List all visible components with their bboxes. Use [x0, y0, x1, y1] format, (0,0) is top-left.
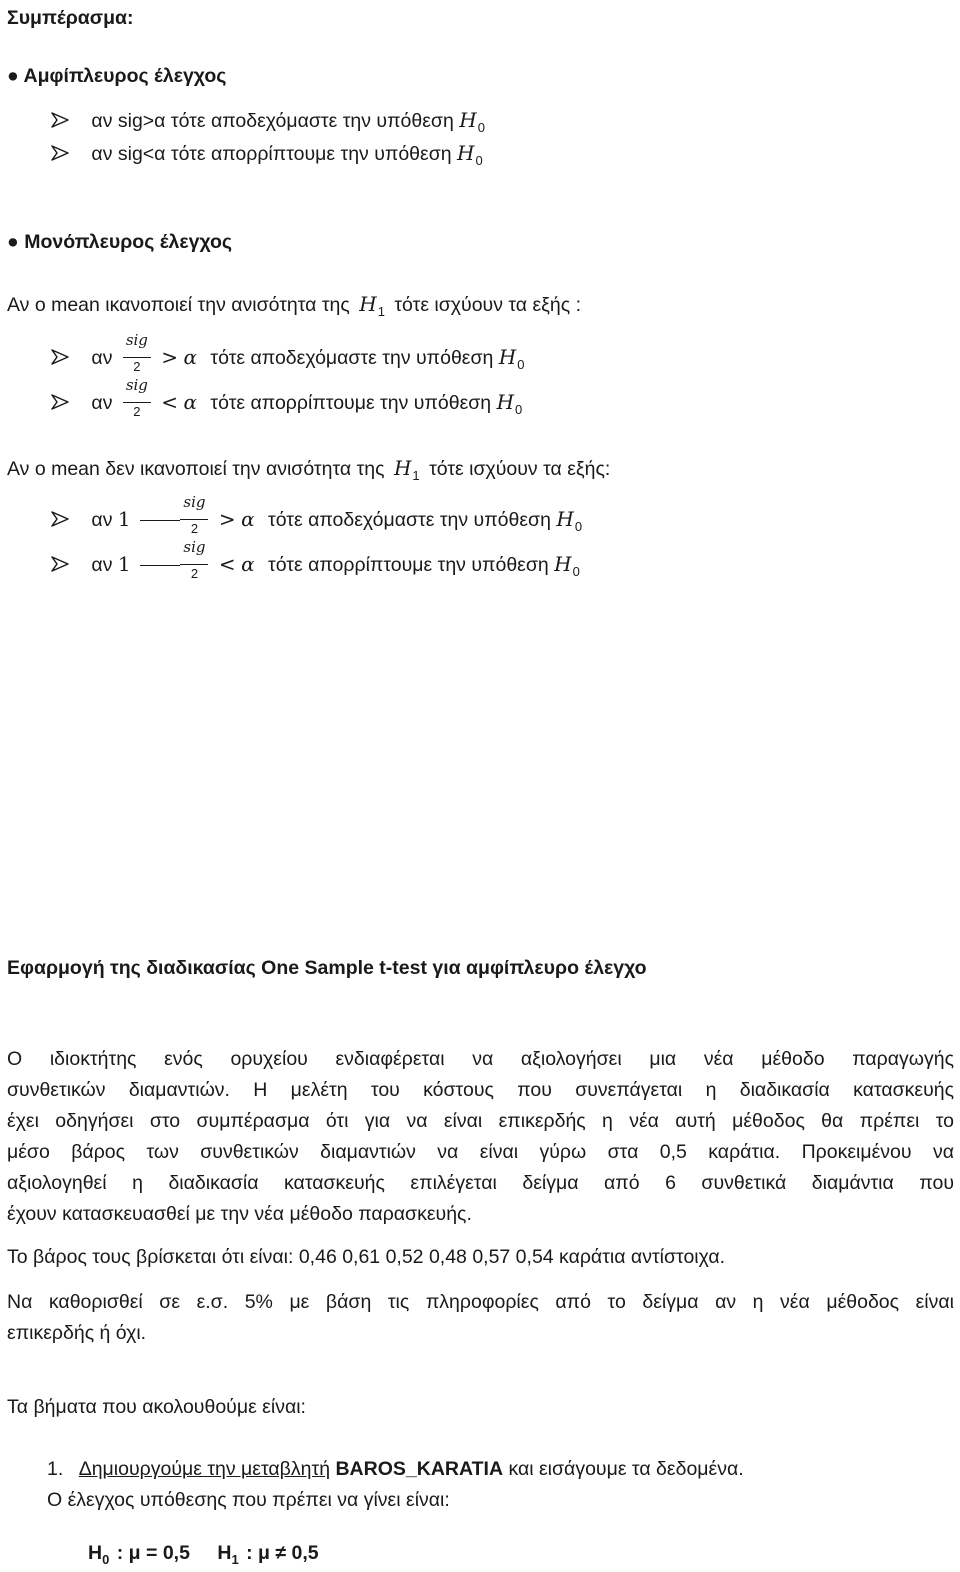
h1-subscript: 1 — [412, 468, 420, 483]
paragraph-line: Ο ιδιοκτήτης ενός ορυχείου ενδιαφέρεται να αξιολογήσει μια νέα μέθοδο παραγωγής — [7, 1048, 954, 1070]
paragraph-line-last: έχουν κατασκευασθεί με την νέα μέθοδο παρασκευής. — [7, 1203, 472, 1225]
h0-subscript: 0 — [475, 153, 483, 168]
case-2-intro-text-b: τότε ισχύουν τα εξής: — [429, 458, 611, 480]
h1-label: H — [217, 1542, 232, 1564]
case-2-intro-text-a: Αν ο mean δεν ικανοποιεί την ανισότητα της — [7, 458, 385, 480]
alpha-symbol: α — [241, 507, 255, 531]
task-line-1: Να καθορισθεί σε ε.σ. 5% με βάση τις πληροφορίες από το δείγμα αν η νέα μέθοδος είναι — [7, 1291, 954, 1313]
h1-expression: : μ ≠ 0,5 — [246, 1542, 319, 1564]
application-title: Εφαρμογή της διαδικασίας One Sample t-test για αμφίπλευρο έλεγχο — [7, 957, 647, 979]
arrowhead-bullet-icon — [50, 392, 70, 412]
one-digit: 1 — [117, 507, 131, 531]
one-sided-case-2-intro — [7, 456, 610, 483]
bullet-icon: ● — [7, 231, 19, 253]
arrowhead-bullet-icon — [50, 509, 70, 529]
accept-text: τότε αποδεχόμαστε την υπόθεση — [268, 509, 551, 531]
step-1-number: 1. — [47, 1458, 64, 1480]
one-sided-case-1-rule-1 — [50, 330, 525, 374]
h1-symbol: H — [393, 456, 412, 480]
paragraph-line: έχει οδηγήσει στο συμπέρασμα ότι για να είναι επικερδής η νέα αυτή μέθοδος θα πρέπει το — [7, 1110, 954, 1132]
case-1-intro-text-b: τότε ισχύουν τα εξής : — [394, 294, 581, 316]
reject-text: τότε απορρίπτουμε την υπόθεση — [210, 392, 492, 414]
one-digit: 1 — [117, 552, 131, 576]
two-sided-title — [7, 64, 226, 88]
step-1 — [47, 1457, 744, 1481]
bullet-icon: ● — [7, 65, 19, 87]
arrowhead-bullet-icon — [50, 554, 70, 574]
if-word: αν — [91, 509, 113, 531]
two-sided-rule-2 — [50, 141, 483, 168]
two-sided-rule-2-text: αν sig<α τότε απορρίπτουμε την υπόθεση — [91, 143, 452, 165]
alpha-symbol: α — [183, 390, 197, 414]
h1-symbol: H — [359, 292, 377, 316]
one-sided-case-1-intro — [7, 292, 581, 319]
h0-subscript: 0 — [515, 402, 523, 417]
minus-sign — [140, 520, 180, 521]
weights-sentence: Το βάρος τους βρίσκεται ότι είναι: 0,46 0,61 0,52 0,48 0,57 0,54 καράτια αντίστοιχα. — [7, 1246, 726, 1268]
reject-text: τότε απορρίπτουμε την υπόθεση — [268, 554, 549, 576]
alpha-symbol: α — [241, 552, 255, 576]
alpha-symbol: α — [183, 345, 197, 369]
h0-subscript: 0 — [574, 519, 583, 534]
greater-than-sign: > — [161, 345, 179, 369]
one-sided-case-2-rule-2 — [50, 537, 580, 581]
h0-symbol: H — [554, 552, 572, 576]
one-sided-case-2-rule-1 — [50, 492, 583, 536]
paragraph-line: συνθετικών διαμαντιών. Η μελέτη του κόστους που συνεπάγεται η διαδικασία κατασκευής — [7, 1079, 954, 1101]
h0-symbol: H — [459, 108, 477, 132]
h0-symbol: H — [496, 390, 515, 414]
h0-symbol: H — [457, 141, 475, 165]
one-sided-title-text: Μονόπλευρος έλεγχος — [24, 231, 233, 253]
if-word: αν — [91, 554, 113, 576]
h0-subscript: 0 — [517, 357, 525, 372]
h0-subscript: 0 — [572, 564, 580, 579]
if-word: αν — [91, 392, 113, 414]
steps-intro: Τα βήματα που ακολουθούμε είναι: — [7, 1396, 306, 1418]
sig-over-2-fraction: $\frac{\text{sig}}{2}$ — [122, 347, 152, 371]
sig-over-2-fraction: $\frac{\text{sig}}{2}$ — [122, 392, 152, 416]
step-1-text-a: Δημιουργούμε την μεταβλητή — [78, 1458, 331, 1480]
less-than-sign: < — [218, 552, 236, 576]
sig-over-2-fraction: $\frac{\text{sig}}{2}$ — [179, 554, 209, 578]
if-word: αν — [91, 347, 113, 369]
two-sided-rule-1 — [50, 108, 485, 135]
greater-than-sign: > — [218, 507, 236, 531]
sig-over-2-fraction: $\frac{\text{sig}}{2}$ — [179, 509, 209, 533]
h0-symbol: H — [556, 507, 574, 531]
step-1-text-b: και εισάγουμε τα δεδομένα. — [508, 1458, 744, 1480]
case-1-intro-text-a: Αν ο mean ικανοποιεί την ανισότητα της — [7, 294, 350, 316]
one-sided-title — [7, 230, 232, 254]
h1-subscript: 1 — [377, 304, 385, 319]
h0-symbol: H — [498, 345, 517, 369]
two-sided-rule-1-text: αν sig>α τότε αποδεχόμαστε την υπόθεση — [91, 110, 454, 132]
conclusion-heading: Συμπέρασμα: — [7, 7, 134, 29]
h0-subscript: 0 — [477, 120, 485, 135]
minus-sign — [140, 565, 180, 566]
arrowhead-bullet-icon — [50, 143, 70, 163]
less-than-sign: < — [161, 390, 179, 414]
h0-label-subscript: 0 — [102, 1552, 110, 1567]
accept-text: τότε αποδεχόμαστε την υπόθεση — [210, 347, 494, 369]
h1-label-subscript: 1 — [231, 1552, 239, 1567]
step-1-variable-name: BAROS_KARATIA — [335, 1458, 504, 1480]
hypothesis-intro: Ο έλεγχος υπόθεσης που πρέπει να γίνει είναι: — [47, 1489, 450, 1511]
two-sided-title-text: Αμφίπλευρος έλεγχος — [23, 65, 227, 87]
paragraph-line: αξιολογηθεί η διαδικασία κατασκευής επιλέγεται δείγμα από 6 συνθετικά διαμάντια που — [7, 1172, 954, 1194]
arrowhead-bullet-icon — [50, 347, 70, 367]
h0-expression: : μ = 0,5 — [116, 1542, 190, 1564]
hypotheses-line — [88, 1541, 319, 1567]
paragraph-line: μέσο βάρος των συνθετικών διαμαντιών να είναι γύρω στα 0,5 καράτια. Προκειμένου να — [7, 1141, 954, 1163]
task-line-2: επικερδής ή όχι. — [7, 1322, 147, 1344]
h0-label: H — [88, 1542, 103, 1564]
one-sided-case-1-rule-2 — [50, 375, 523, 419]
arrowhead-bullet-icon — [50, 110, 70, 130]
